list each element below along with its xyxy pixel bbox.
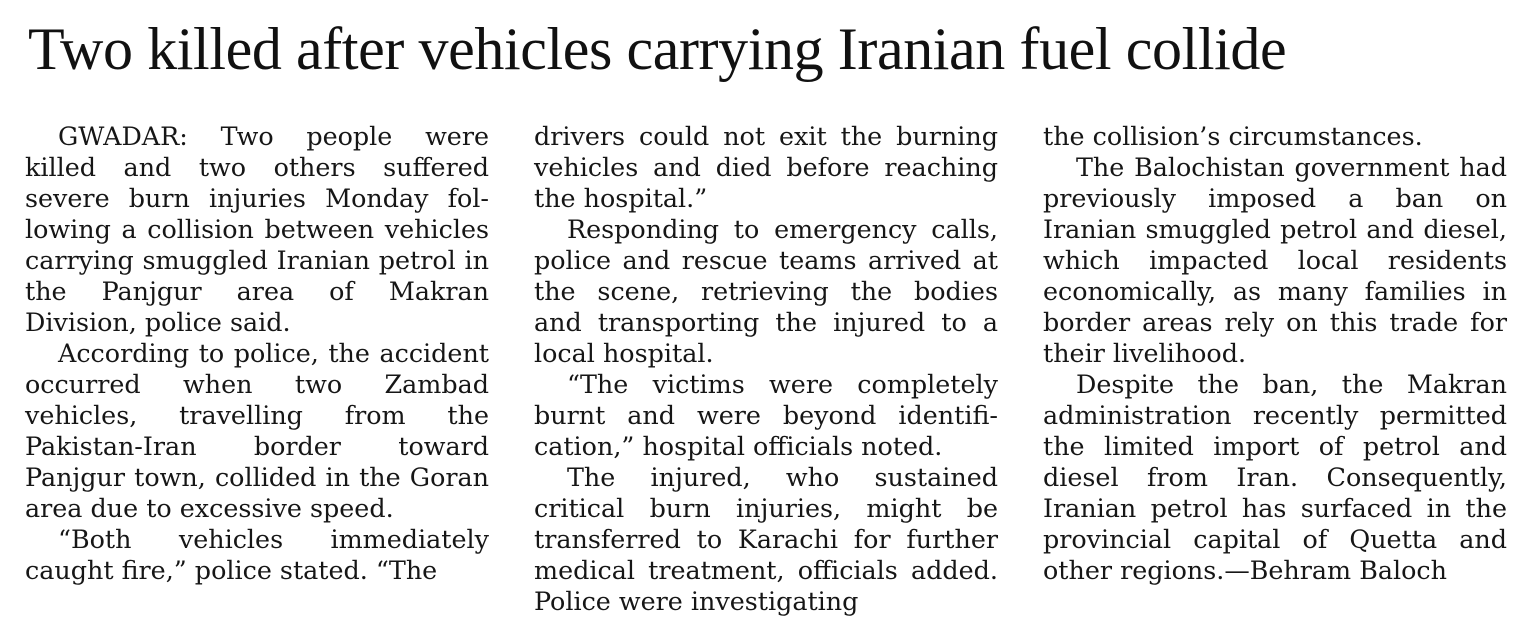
headline: Two killed after vehicles carrying Iranian fuel collide — [28, 16, 1287, 82]
paragraph-accident-details: According to police, the accident occurred when two Zambad vehicles, travelling from the Pakistan-Iran border toward Panjgur town, collided in the Goran area due to excessive speed. — [25, 338, 489, 523]
paragraph-ban-background: The Balochistan government had previously imposed a ban on Iranian smuggled petrol and diesel, which impacted local residents economically, as many families in border areas rely on this trade for their livelihood. — [1043, 152, 1507, 368]
paragraph-investigation-end: the collision’s circumstances. — [1043, 121, 1423, 151]
paragraph-rescue-response: Responding to emergency calls, police and rescue teams arrived at the scene, retrieving the bodies and transporting the injured to a local hospital. — [534, 214, 998, 368]
paragraph-dateline: GWADAR: Two people were killed and two others suffered severe burn injuries Monday following a collision between vehicles carrying smuggled Iranian petrol in the Panjgur area of Makran Division, police said. — [25, 121, 489, 337]
paragraph-limited-import: Despite the ban, the Makran administration recently permitted the limited import of petrol and diesel from Iran. Consequently, Iranian petrol has surfaced in the provincial capital of Quetta and other regions.—Behram Baloch — [1043, 369, 1507, 585]
article-column-2 — [534, 121, 998, 617]
article-column-3 — [1043, 121, 1507, 586]
article-column-1 — [25, 121, 489, 586]
paragraph-hospital-quote: “The victims were completely burnt and were beyond identification,” hospital officials noted. — [534, 369, 998, 461]
paragraph-injured-transfer: The injured, who sustained critical burn injuries, might be transferred to Karachi for further medical treatment, officials added. Police were investigating — [534, 462, 998, 616]
paragraph-police-quote-start: “Both vehicles immediately caught fire,” police stated. “The — [25, 524, 489, 585]
paragraph-police-quote-end: drivers could not exit the burning vehicles and died before reaching the hospital.” — [534, 121, 998, 213]
